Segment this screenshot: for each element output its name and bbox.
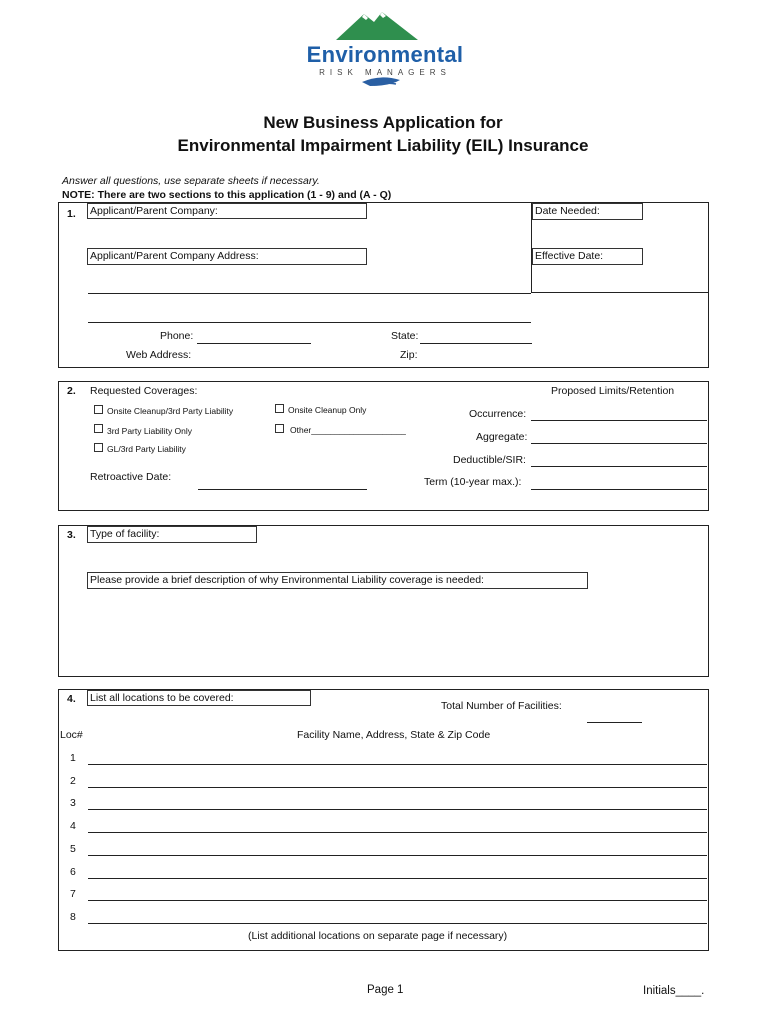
title-line-1: New Business Application for — [263, 113, 503, 132]
occurrence-input[interactable] — [531, 420, 707, 421]
third-party-only-checkbox[interactable] — [94, 424, 103, 433]
term-input[interactable] — [531, 489, 707, 490]
onsite-3rd-party-checkbox[interactable] — [94, 405, 103, 414]
section-1-inner-rule — [531, 292, 709, 293]
section-1-box — [58, 202, 709, 368]
deductible-label: Deductible/SIR: — [453, 454, 526, 466]
loc-line[interactable] — [88, 787, 707, 788]
additional-locations-note: (List additional locations on separate page if necessary) — [248, 930, 508, 942]
aggregate-input[interactable] — [531, 443, 707, 444]
zip-label: Zip: — [400, 349, 418, 361]
page-number: Page 1 — [367, 984, 404, 996]
loc-number: 2 — [70, 775, 76, 787]
loc-number: 7 — [70, 888, 76, 900]
retroactive-date-input[interactable] — [198, 489, 367, 490]
loc-line[interactable] — [88, 855, 707, 856]
phone-input[interactable] — [197, 343, 311, 344]
loc-number: 1 — [70, 752, 76, 764]
facility-type-field[interactable]: Type of facility: — [87, 526, 257, 543]
gl-3rd-party-label: GL/3rd Party Liability — [107, 444, 186, 454]
instructions-note: NOTE: There are two sections to this application (1 - 9) and (A - Q) — [62, 189, 392, 201]
address-line-2[interactable] — [88, 322, 531, 323]
section-3-box — [58, 525, 709, 677]
section-4-number: 4. — [67, 693, 76, 705]
instructions-answer: Answer all questions, use separate sheets if necessary. — [62, 175, 320, 187]
facility-header: Facility Name, Address, State & Zip Code — [297, 729, 491, 741]
loc-number: 5 — [70, 843, 76, 855]
loc-number: 4 — [70, 820, 76, 832]
state-input[interactable] — [420, 343, 532, 344]
page-title — [0, 111, 766, 157]
effective-date-field[interactable]: Effective Date: — [532, 248, 643, 265]
loc-number: 3 — [70, 797, 76, 809]
initials-field[interactable]: Initials____. — [643, 985, 705, 997]
occurrence-label: Occurrence: — [469, 408, 527, 420]
loc-line[interactable] — [88, 809, 707, 810]
deductible-input[interactable] — [531, 466, 707, 467]
address-field[interactable]: Applicant/Parent Company Address: — [87, 248, 367, 265]
address-line-1[interactable] — [88, 293, 531, 294]
loc-number: 6 — [70, 866, 76, 878]
total-facilities-label: Total Number of Facilities: — [441, 700, 562, 712]
other-label: Other____________________ — [290, 425, 406, 435]
web-label: Web Address: — [126, 349, 192, 361]
section-2-number: 2. — [67, 385, 76, 397]
section-3-number: 3. — [67, 529, 76, 541]
title-line-2: Environmental Impairment Liability (EIL) Insurance — [177, 136, 589, 155]
onsite-only-label: Onsite Cleanup Only — [288, 405, 367, 415]
applicant-field[interactable]: Applicant/Parent Company: — [87, 203, 367, 219]
total-facilities-input[interactable] — [587, 722, 642, 723]
aggregate-label: Aggregate: — [476, 431, 528, 443]
third-party-only-label: 3rd Party Liability Only — [107, 426, 193, 436]
loc-line[interactable] — [88, 764, 707, 765]
locations-field[interactable]: List all locations to be covered: — [87, 690, 311, 706]
loc-header: Loc# — [60, 729, 83, 741]
logo-name: Environmental — [306, 42, 464, 67]
loc-line[interactable] — [88, 900, 707, 901]
logo-tagline: RISK MANAGERS — [319, 68, 451, 77]
company-logo — [300, 8, 470, 92]
description-field[interactable]: Please provide a brief description of why Environmental Liability coverage is needed: — [87, 572, 588, 589]
date-needed-field[interactable]: Date Needed: — [532, 203, 643, 220]
loc-line[interactable] — [88, 923, 707, 924]
phone-label: Phone: — [160, 330, 194, 342]
loc-line[interactable] — [88, 878, 707, 879]
proposed-limits-label: Proposed Limits/Retention — [551, 385, 675, 397]
loc-line[interactable] — [88, 832, 707, 833]
retroactive-date-label: Retroactive Date: — [90, 471, 172, 483]
loc-number: 8 — [70, 911, 76, 923]
term-label: Term (10-year max.): — [424, 476, 522, 488]
other-checkbox[interactable] — [275, 424, 284, 433]
onsite-only-checkbox[interactable] — [275, 404, 284, 413]
section-1-number: 1. — [67, 208, 76, 220]
requested-coverages-label: Requested Coverages: — [90, 385, 198, 397]
onsite-3rd-party-label: Onsite Cleanup/3rd Party Liability — [107, 406, 234, 416]
state-label: State: — [391, 330, 419, 342]
gl-3rd-party-checkbox[interactable] — [94, 443, 103, 452]
